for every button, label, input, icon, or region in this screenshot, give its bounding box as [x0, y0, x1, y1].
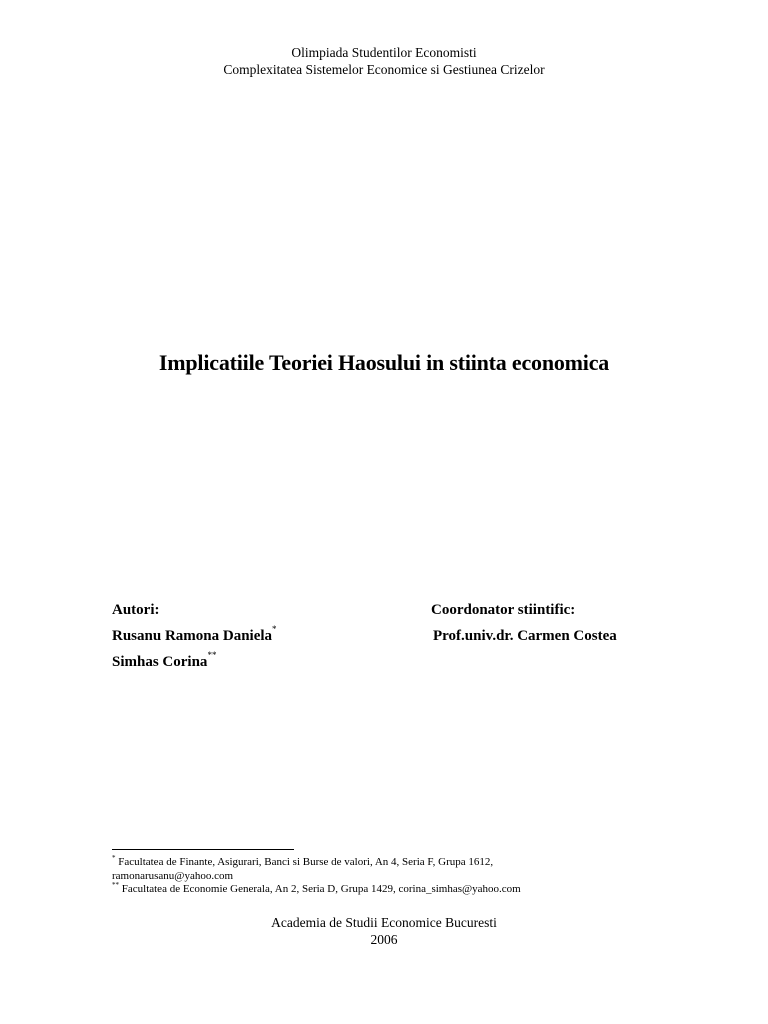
footnote-1-email: ramonarusanu@yahoo.com	[112, 869, 234, 882]
institution-name: Academia de Studii Economice Bucuresti	[271, 915, 497, 930]
author-2	[112, 652, 277, 672]
footnote-1-mark: *	[112, 854, 116, 862]
coordinator-block	[431, 600, 617, 652]
author-1-name: Rusanu Ramona Daniela	[112, 628, 273, 644]
footnote-1	[112, 856, 672, 870]
author-1	[112, 626, 277, 646]
footnote-2-mark: **	[112, 881, 119, 889]
paper-title: Implicatiile Teoriei Haosului in stiinta economica	[158, 350, 610, 375]
olympiad-name: Olimpiada Studentilor Economisti	[291, 45, 477, 60]
authors-label: Autori:	[112, 602, 160, 618]
publication-year: 2006	[370, 932, 398, 947]
footnote-2-text: Facultatea de Economie Generala, An 2, Seria D, Grupa 1429, corina_simhas@yahoo.com	[119, 883, 521, 895]
author-2-footnote-mark: **	[207, 650, 217, 660]
coordinator-name: Prof.univ.dr. Carmen Costea	[433, 628, 617, 644]
document-footer	[0, 914, 768, 948]
authors-block	[112, 600, 277, 678]
author-2-name: Simhas Corina	[112, 654, 208, 670]
coordinator-label: Coordonator stiintific:	[431, 602, 576, 618]
footnote-2	[112, 883, 672, 897]
document-header	[0, 44, 768, 78]
section-name: Complexitatea Sistemelor Economice si Gestiunea Crizelor	[223, 62, 545, 77]
footnotes	[112, 856, 672, 897]
footnote-1-text: Facultatea de Finante, Asigurari, Banci si Burse de valori, An 4, Seria F, Grupa 1612,	[115, 856, 494, 868]
author-1-footnote-mark: *	[272, 624, 277, 634]
footnote-separator	[112, 849, 294, 850]
